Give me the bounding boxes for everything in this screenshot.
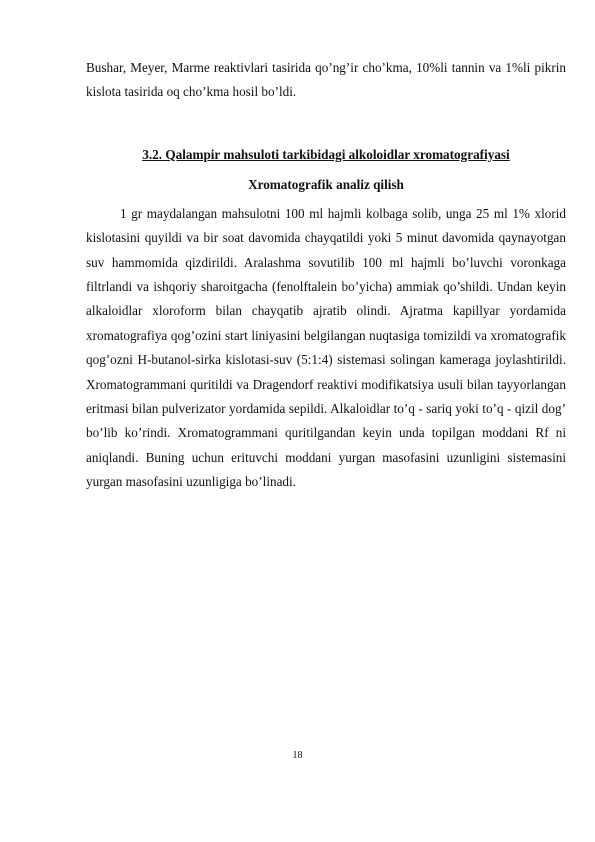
body-paragraph: 1 gr maydalangan mahsulotni 100 ml hajmli kolbaga solib, unga 25 ml 1% xlorid kislotasini quyildi va bir soat davomida chayqatildi yoki 5 minut davomida qaynayotgan suv hammomida qizdirildi. Aralashma sovutilib 100 ml hajmli bo’luvchi voronkaga filtrlandi va ishqoriy sharoitgacha (fenolftalein bo’yicha) ammiak qo’shildi. Undan keyin alkaloidlar xloroform bilan chayqatib ajratib olindi. Ajratma kapillyar yordamida xromatografiya qog’ozini start liniyasini belgilangan nuqtasiga tomizildi va xromatografik qog’ozni H-butanol-sirka kislotasi-suv (5:1:4) sistemasi solingan kameraga joylashtirildi. Xromatogrammani quritildi va Dragendorf reaktivi modifikatsiya usuli bilan tayyorlangan eritmasi bilan pulverizator yordamida sepildi. Alkaloidlar to’q - sariq yoki to’q - qizil dog’ bo’lib ko’rindi. Xromatogrammani quritilgandan keyin unda topilgan moddani Rf ni aniqlandi. Buning uchun erituvchi moddani yurgan masofasini uzunligini sistemasini yurgan masofasini uzunligiga bo’linadi. — [86, 205, 566, 490]
intro-paragraph: Bushar, Meyer, Marme reaktivlari tasirida qo’ng’ir cho’kma, 10%li tannin va 1%li pikrin kislota tasirida oq cho’kma hosil bo’ldi. — [86, 60, 566, 100]
subheading: Xromatografik analiz qilish — [248, 176, 404, 192]
section-heading: 3.2. Qalampir mahsuloti tarkibidagi alkoloidlar xromatografiyasi — [142, 146, 510, 162]
page-number: 18 — [292, 750, 303, 761]
document-page — [86, 56, 566, 495]
